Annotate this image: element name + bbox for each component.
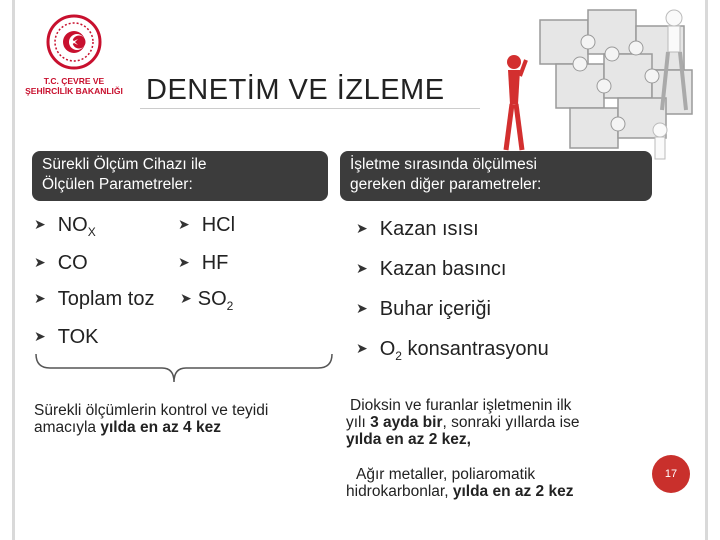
list-item bbox=[180, 288, 233, 313]
arrow-bullet-icon: ➤ bbox=[180, 290, 192, 306]
right-header-line-1: İşletme sırasında ölçülmesi bbox=[350, 156, 537, 173]
right-note-line-3 bbox=[346, 431, 579, 448]
param-label: SO bbox=[197, 288, 227, 310]
param-label: NO bbox=[57, 214, 88, 236]
left-header-line-1: Sürekli Ölçüm Cihazı ile bbox=[42, 156, 207, 173]
param-label-suffix: konsantrasyonu bbox=[401, 338, 549, 360]
ministry-emblem-icon bbox=[18, 12, 130, 76]
metals-note-text: hidrokarbonlar, bbox=[346, 483, 453, 500]
param-label: Buhar içeriği bbox=[379, 298, 491, 320]
arrow-bullet-icon: ➤ bbox=[356, 260, 368, 276]
list-item bbox=[178, 252, 228, 275]
metals-note-emphasis: yılda en az 2 kez bbox=[452, 483, 574, 500]
metals-note-line-1: Ağır metaller, poliaromatik bbox=[356, 466, 536, 483]
title-divider bbox=[140, 108, 480, 109]
left-note-text: amacıyla bbox=[34, 419, 101, 436]
logo-line-2: ŞEHİRCİLİK BAKANLIĞI bbox=[25, 86, 123, 96]
arrow-bullet-icon: ➤ bbox=[34, 254, 46, 270]
right-frequency-note bbox=[346, 397, 579, 448]
param-subscript: 2 bbox=[395, 349, 402, 363]
list-item bbox=[356, 258, 506, 281]
list-item bbox=[34, 252, 88, 275]
right-header-line-2: gereken diğer parametreler: bbox=[350, 176, 542, 193]
heavy-metals-note bbox=[346, 466, 573, 500]
arrow-bullet-icon: ➤ bbox=[178, 216, 190, 232]
arrow-bullet-icon: ➤ bbox=[356, 340, 368, 356]
left-note-emphasis: yılda en az 4 kez bbox=[100, 419, 221, 436]
arrow-bullet-icon: ➤ bbox=[178, 254, 190, 270]
arrow-bullet-icon: ➤ bbox=[34, 290, 46, 306]
arrow-bullet-icon: ➤ bbox=[356, 300, 368, 316]
arrow-bullet-icon: ➤ bbox=[34, 216, 46, 232]
other-parameters-header bbox=[340, 151, 652, 201]
continuous-measurement-header bbox=[32, 151, 328, 201]
list-item bbox=[34, 288, 154, 311]
param-label: CO bbox=[57, 252, 88, 274]
param-subscript: 2 bbox=[226, 299, 234, 313]
param-label: TOK bbox=[57, 326, 99, 348]
list-item bbox=[34, 326, 99, 349]
left-note-line-1: Sürekli ölçümlerin kontrol ve teyidi bbox=[34, 402, 269, 419]
ministry-logo bbox=[18, 12, 130, 110]
right-note-text-tail: , sonraki yıllarda ise bbox=[442, 414, 580, 431]
list-item bbox=[34, 214, 96, 239]
param-label: Kazan basıncı bbox=[379, 258, 507, 280]
logo-caption bbox=[18, 76, 130, 96]
grouping-brace bbox=[34, 352, 334, 388]
right-note-line-2 bbox=[346, 414, 579, 431]
param-subscript: X bbox=[87, 225, 96, 239]
param-label: O bbox=[379, 338, 396, 360]
slide-title: DENETİM VE İZLEME bbox=[146, 74, 445, 106]
param-label: HF bbox=[201, 252, 229, 274]
left-note-line-2 bbox=[34, 419, 268, 436]
right-note-emphasis-2: yılda en az 2 kez, bbox=[346, 431, 471, 448]
metals-note-line-2 bbox=[346, 483, 573, 500]
list-item bbox=[356, 218, 479, 241]
arrow-bullet-icon: ➤ bbox=[34, 328, 46, 344]
left-frame-line bbox=[12, 0, 15, 540]
param-label: Toplam toz bbox=[57, 288, 155, 310]
list-item bbox=[356, 298, 491, 321]
logo-line-1: T.C. ÇEVRE VE bbox=[43, 76, 105, 86]
param-label: Kazan ısısı bbox=[379, 218, 479, 240]
right-note-line-1: Dioksin ve furanlar işletmenin ilk bbox=[350, 397, 572, 414]
left-header-line-2: Ölçülen Parametreler: bbox=[42, 176, 193, 193]
arrow-bullet-icon: ➤ bbox=[356, 220, 368, 236]
param-label: HCl bbox=[201, 214, 236, 236]
list-item bbox=[178, 214, 235, 237]
list-item bbox=[356, 338, 549, 363]
right-note-text: yılı bbox=[346, 414, 371, 431]
right-note-emphasis: 3 ayda bir bbox=[370, 414, 443, 431]
left-frequency-note bbox=[34, 402, 268, 436]
page-number-badge: 17 bbox=[652, 455, 690, 493]
